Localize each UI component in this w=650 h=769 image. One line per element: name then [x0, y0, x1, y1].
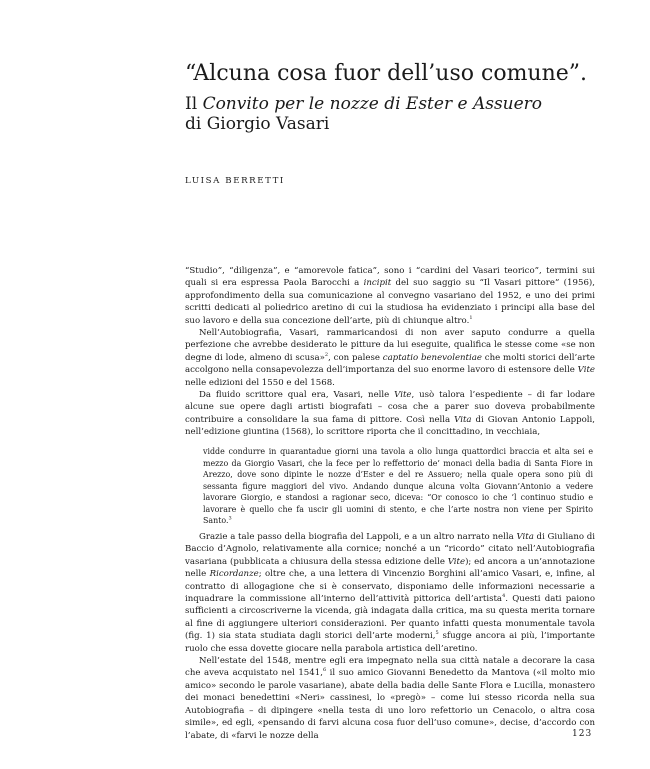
p2-text-f: nelle edizioni del 1550 e del 1568. — [185, 377, 335, 388]
article-subtitle — [185, 94, 625, 134]
p4-text-a: Grazie a tale passo della biografia del Lappoli, e a un altro narrato nella — [199, 532, 517, 542]
body-block-2 — [185, 531, 595, 742]
p4-italic-vita: Vita — [516, 532, 534, 542]
p2-italic-vite: Vite — [577, 365, 595, 376]
p4-text-i: sfugge ancora ai più, l’importante ruolo che essa dovette giocare nella parabola artistica dell’aretino. — [185, 631, 595, 654]
footnote-ref: 6 — [322, 667, 327, 674]
footnote-ref: 1 — [469, 314, 473, 321]
p4-text-g: ; oltre che, a una lettera di Vincenzio Borghini all’amico Vasari, e, infine, al contratto di allogagione che si è conservato, disponiamo delle informazioni necessarie a inquadrare la commissione all’interno dell’attività pittorica dell’artista — [185, 569, 596, 605]
paragraph-4 — [185, 531, 595, 655]
p1-italic: incipit — [363, 278, 392, 289]
p4-italic-vite: Vite — [447, 556, 466, 567]
footnote-ref: 2 — [324, 351, 329, 358]
p4-text-c: di Giuliano di Baccio d’Agnolo, relativamente alla cornice; nonché a un “ricordo” citato nell’Autobiografia vasariana (pubblicata a chiusura della stessa edizione delle — [185, 532, 596, 567]
page-number: 123 — [572, 729, 593, 739]
p4-italic-ricordanze: Ricordanze — [209, 569, 259, 580]
paragraph-5 — [185, 655, 595, 742]
p2-italic: captatio benevolentiae — [382, 352, 482, 363]
footnote-ref: 4 — [502, 593, 506, 600]
p3-text-e: di Giovan Antonio Lappoli, nell’edizione giuntina (1568), lo scrittore riporta che il concittadino, in vecchiaia, — [185, 414, 596, 438]
p2-text-b: , con palese — [328, 352, 383, 363]
subtitle-line2: di Giorgio Vasari — [185, 114, 330, 134]
body-block-1 — [185, 265, 595, 439]
p2-text-d: che molti storici dell’arte accolgono nella consapevolezza dell’importanza del suo enorme lavoro di estensore delle — [185, 352, 595, 376]
p4-text-e: ); ed ancora a un’annotazione nelle — [185, 556, 596, 580]
p5-text-b: il suo amico Giovanni Benedetto da Mantova («il molto mio amico» secondo le parole vasariane), abate della badia delle Sante Flora e Lucilla, monastero dei monaci benedettini «Neri» cassinesi, lo «pregò» – come lui stesso ricorda nella sua Autobiografia – di dipingere «nella testa di uno loro refettorio un Cenacolo, o altra cosa simile», ed egli, «pensando di farvi alcuna cosa fuor dell’uso comune», decise, d’accordo con l’abate, di «farvi le nozze della — [185, 668, 596, 741]
paragraph-2 — [185, 327, 595, 389]
p3-text-c: , usò talora l’espediente – di far lodare alcune sue opere dagli artisti biografati – cosa che a parer suo doveva probabilmente contribuire a consolidare la sua fama di pittore. Così nella — [185, 390, 595, 425]
footnote-ref: 5 — [435, 630, 439, 637]
p3-text-a: Da fluido scrittore qual era, Vasari, nelle — [199, 390, 395, 401]
paragraph-3 — [185, 389, 595, 439]
quote-text: vidde condurre in quarantadue giorni una tavola a olio lunga quattordici braccia et alta sei e mezzo da Giorgio Vasari, che la fece per lo reffettorio de’ monaci della badia di Santa Fiore in Arezzo, dove sono dipinte le nozze d’Ester e del re Assuero; nella quale opera sono più di sessanta figure maggiori del vivo. Andando dunque alcuna volta Giovann’Antonio a vedere lavorare Giorgio, e standosi a ragionar seco, diceva: “Or conosco io che ’l continuo studio e lavorare è quello che fa uscir gli uomini di stento, e che l’arte nostra non viene per Spirito Santo. — [203, 447, 593, 525]
p3-italic-vita: Vita — [454, 414, 472, 425]
subtitle-prefix: Il — [185, 94, 203, 114]
article-title: “Alcuna cosa fuor dell’uso comune”. — [185, 61, 588, 86]
p5-text-a: Nell’estate del 1548, mentre egli era impegnato nella sua città natale a decorare la casa che aveva acquistato nel 1541, — [185, 656, 595, 679]
p1-text-a: “Studio”, “diligenza”, e “amorevole fatica”, sono i “cardini del Vasari teorico”, termini sui quali si era espressa Paola Barocchi a — [185, 266, 595, 289]
p2-text-a: Nell’Autobiografia, Vasari, rammaricandosi di non aver saputo condurre a quella perfezione che avrebbe desiderato le pitture da lui eseguite, qualifica le stesse come «se non degne di lode, almeno di scusa» — [185, 328, 595, 363]
footnote-ref: 3 — [228, 515, 232, 522]
subtitle-work-title: Convito per le nozze di Ester e Assuero — [202, 94, 543, 114]
p3-italic-vite: Vite — [394, 390, 412, 401]
p4-text-h: . Questi dati paiono sufficienti a circoscriverne la vicenda, già indagata dalla critica, ma su questa merita tornare al fine di aggiungere ulteriori considerazioni. Per quanto infatti questa monumentale tavola (fig. 1) sia stata studiata dagli storici dell’arte moderni, — [185, 594, 595, 642]
p1-text-c: del suo saggio su “Il Vasari pittore” (1956), approfondimento della sua comunicazione al convegno vasariano del 1952, e uno dei primi scritti dedicati al poliedrico aretino di cui la studiosa ha evidenziato i principi alla base del suo lavoro e della sua concezione dell’arte, più di chiunque altro. — [185, 278, 595, 326]
paragraph-1 — [185, 265, 595, 327]
block-quote — [203, 446, 593, 527]
author-name: LUISA BERRETTI — [185, 176, 285, 186]
